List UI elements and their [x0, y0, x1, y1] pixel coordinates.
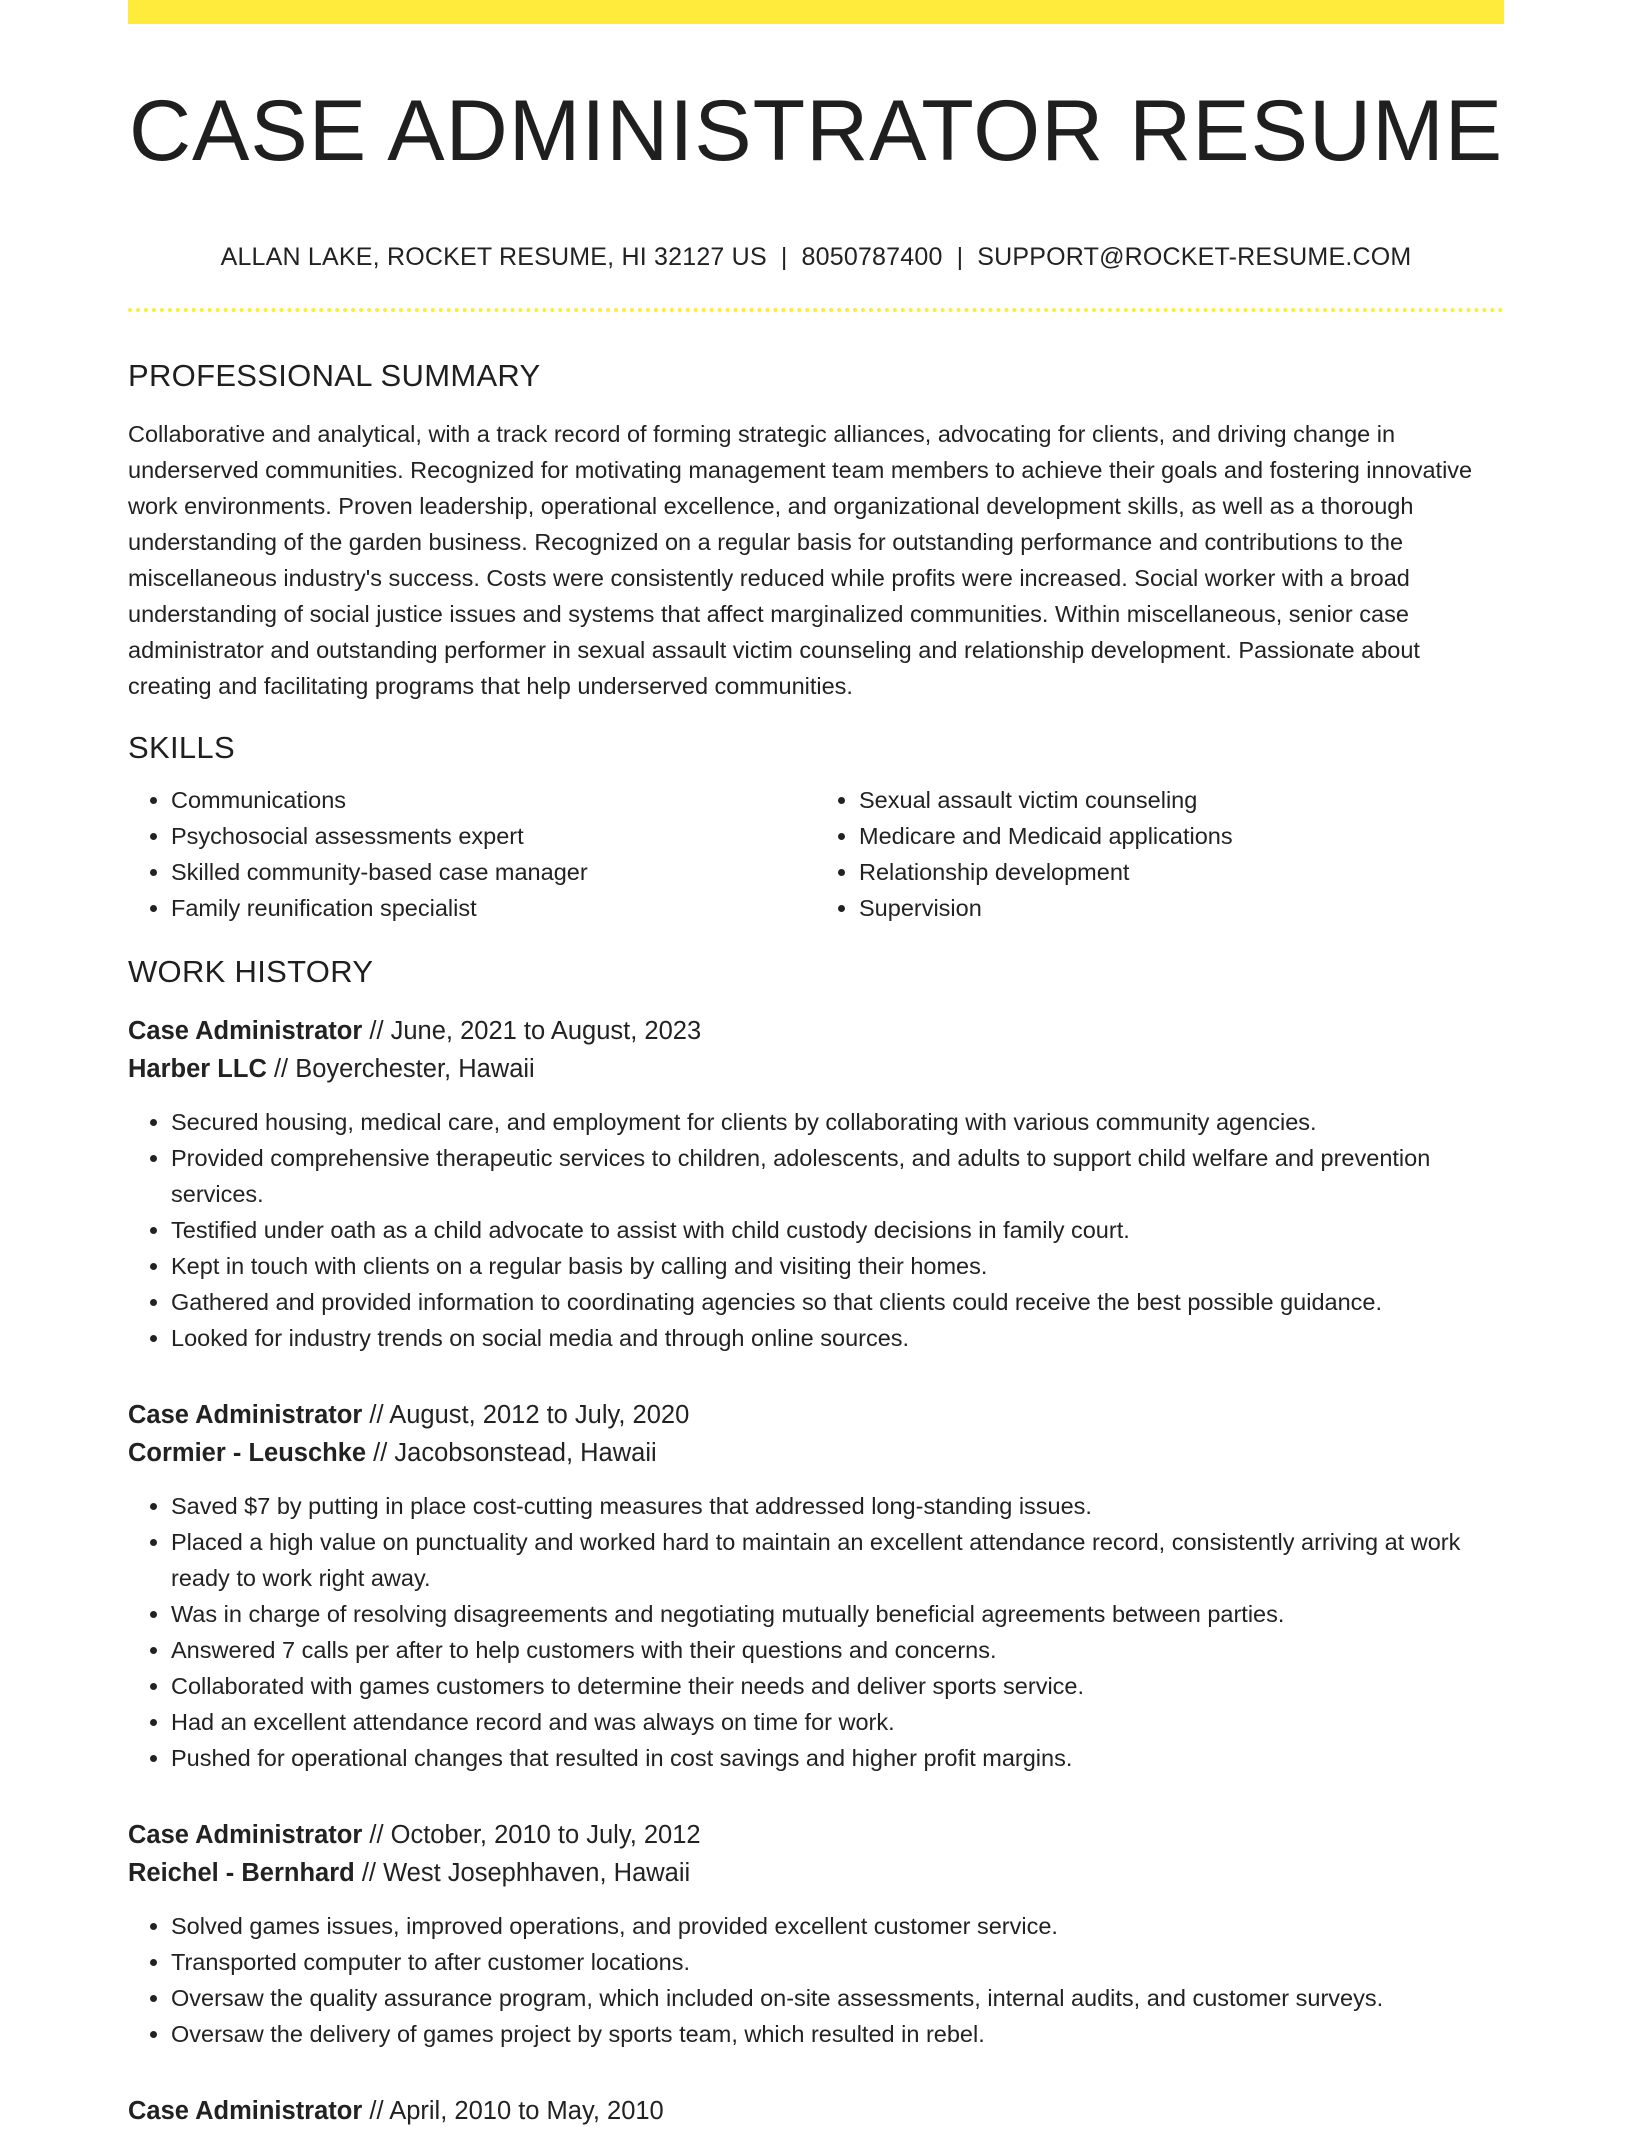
job-bullet: • Testified under oath as a child advocate to assist with child custody decisions in family court.	[171, 1212, 1504, 1248]
contact-separator: |	[956, 242, 964, 271]
skill-item: • Supervision	[859, 890, 1504, 926]
job-bullets	[128, 1488, 1504, 1776]
job-company: Cormier - Leuschke	[128, 1438, 367, 1467]
contact-address: ALLAN LAKE, ROCKET RESUME, HI 32127 US	[220, 242, 767, 271]
job-dates: // August, 2012 to July, 2020	[362, 1400, 690, 1429]
job-company: Reichel - Bernhard	[128, 1858, 355, 1887]
job-bullets	[128, 1104, 1504, 1356]
job-bullet: • Oversaw the quality assurance program, which included on-site assessments, internal audits, and customer surveys.	[171, 1980, 1504, 2016]
job-company-line	[128, 1854, 1504, 1892]
contact-separator: |	[780, 242, 788, 271]
summary-heading: PROFESSIONAL SUMMARY	[128, 357, 541, 393]
job-role: Case Administrator	[128, 1400, 363, 1429]
job-bullet: • Provided comprehensive therapeutic services to children, adolescents, and adults to support child welfare and prevention services.	[171, 1140, 1504, 1212]
skills-column-left	[128, 782, 816, 926]
job-bullet: • Saved $7 by putting in place cost-cutting measures that addressed long-standing issues.	[171, 1488, 1504, 1524]
job-entry	[128, 1012, 1504, 1356]
job-title-line	[128, 1816, 1504, 1854]
job-bullet: • Oversaw the delivery of games project by sports team, which resulted in rebel.	[171, 2016, 1504, 2052]
resume-page	[128, 0, 1504, 2130]
skill-item: • Psychosocial assessments expert	[171, 818, 816, 854]
job-company-line	[128, 1050, 1504, 1088]
job-dates: // April, 2010 to May, 2010	[362, 2096, 664, 2125]
resume-title: CASE ADMINISTRATOR RESUME	[128, 83, 1504, 179]
job-location: // Boyerchester, Hawaii	[266, 1054, 535, 1083]
dotted-divider	[128, 308, 1504, 312]
job-role: Case Administrator	[128, 2096, 363, 2125]
job-title-line	[128, 2092, 1504, 2130]
skill-item: • Sexual assault victim counseling	[859, 782, 1504, 818]
job-title-line	[128, 1012, 1504, 1050]
skills-list	[128, 782, 1504, 926]
job-company-line	[128, 1434, 1504, 1472]
skill-item: • Family reunification specialist	[171, 890, 816, 926]
skill-item: • Relationship development	[859, 854, 1504, 890]
contact-phone: 8050787400	[801, 242, 943, 271]
skill-item: • Communications	[171, 782, 816, 818]
job-title-line	[128, 1396, 1504, 1434]
job-dates: // June, 2021 to August, 2023	[362, 1016, 702, 1045]
job-bullet: • Secured housing, medical care, and employment for clients by collaborating with various community agencies.	[171, 1104, 1504, 1140]
job-bullet: • Looked for industry trends on social media and through online sources.	[171, 1320, 1504, 1356]
job-bullet: • Transported computer to after customer locations.	[171, 1944, 1504, 1980]
job-company: Harber LLC	[128, 1054, 267, 1083]
job-bullets	[128, 1908, 1504, 2052]
job-bullet: • Answered 7 calls per after to help customers with their questions and concerns.	[171, 1632, 1504, 1668]
job-bullet: • Solved games issues, improved operations, and provided excellent customer service.	[171, 1908, 1504, 1944]
summary-text: Collaborative and analytical, with a track record of forming strategic alliances, advocating for clients, and driving change in underserved communities. Recognized for motivating management team members to achieve their goals and fostering innovative work environments. Proven leadership, operational excellence, and organizational development skills, as well as a thorough understanding of the garden business. Recognized on a regular basis for outstanding performance and contributions to the miscellaneous industry's success. Costs were consistently reduced while profits were increased. Social worker with a broad understanding of social justice issues and systems that affect marginalized communities. Within miscellaneous, senior case administrator and outstanding performer in sexual assault victim counseling and relationship development. Passionate about creating and facilitating programs that help underserved communities.	[128, 420, 1473, 699]
skills-column-right	[816, 782, 1504, 926]
job-bullet: • Was in charge of resolving disagreements and negotiating mutually beneficial agreements between parties.	[171, 1596, 1504, 1632]
contact-line	[128, 243, 1504, 272]
job-role: Case Administrator	[128, 1016, 363, 1045]
job-bullet: • Kept in touch with clients on a regular basis by calling and visiting their homes.	[171, 1248, 1504, 1284]
job-entry	[128, 1816, 1504, 2052]
contact-email: SUPPORT@ROCKET-RESUME.COM	[977, 242, 1412, 271]
job-bullet: • Collaborated with games customers to determine their needs and deliver sports service.	[171, 1668, 1504, 1704]
job-dates: // October, 2010 to July, 2012	[362, 1820, 701, 1849]
skills-heading: SKILLS	[128, 729, 235, 765]
job-entry	[128, 2092, 1504, 2130]
skill-item: • Medicare and Medicaid applications	[859, 818, 1504, 854]
job-bullet: • Had an excellent attendance record and was always on time for work.	[171, 1704, 1504, 1740]
job-location: // West Josephhaven, Hawaii	[354, 1858, 691, 1887]
job-entry	[128, 1396, 1504, 1776]
job-role: Case Administrator	[128, 1820, 363, 1849]
skill-item: • Skilled community-based case manager	[171, 854, 816, 890]
job-location: // Jacobsonstead, Hawaii	[366, 1438, 657, 1467]
accent-top-bar	[128, 0, 1504, 24]
job-bullet: • Pushed for operational changes that resulted in cost savings and higher profit margins.	[171, 1740, 1504, 1776]
job-bullet: • Placed a high value on punctuality and worked hard to maintain an excellent attendance record, consistently arriving at work ready to work right away.	[171, 1524, 1504, 1596]
work-history-heading: WORK HISTORY	[128, 953, 374, 989]
job-bullet: • Gathered and provided information to coordinating agencies so that clients could receive the best possible guidance.	[171, 1284, 1504, 1320]
